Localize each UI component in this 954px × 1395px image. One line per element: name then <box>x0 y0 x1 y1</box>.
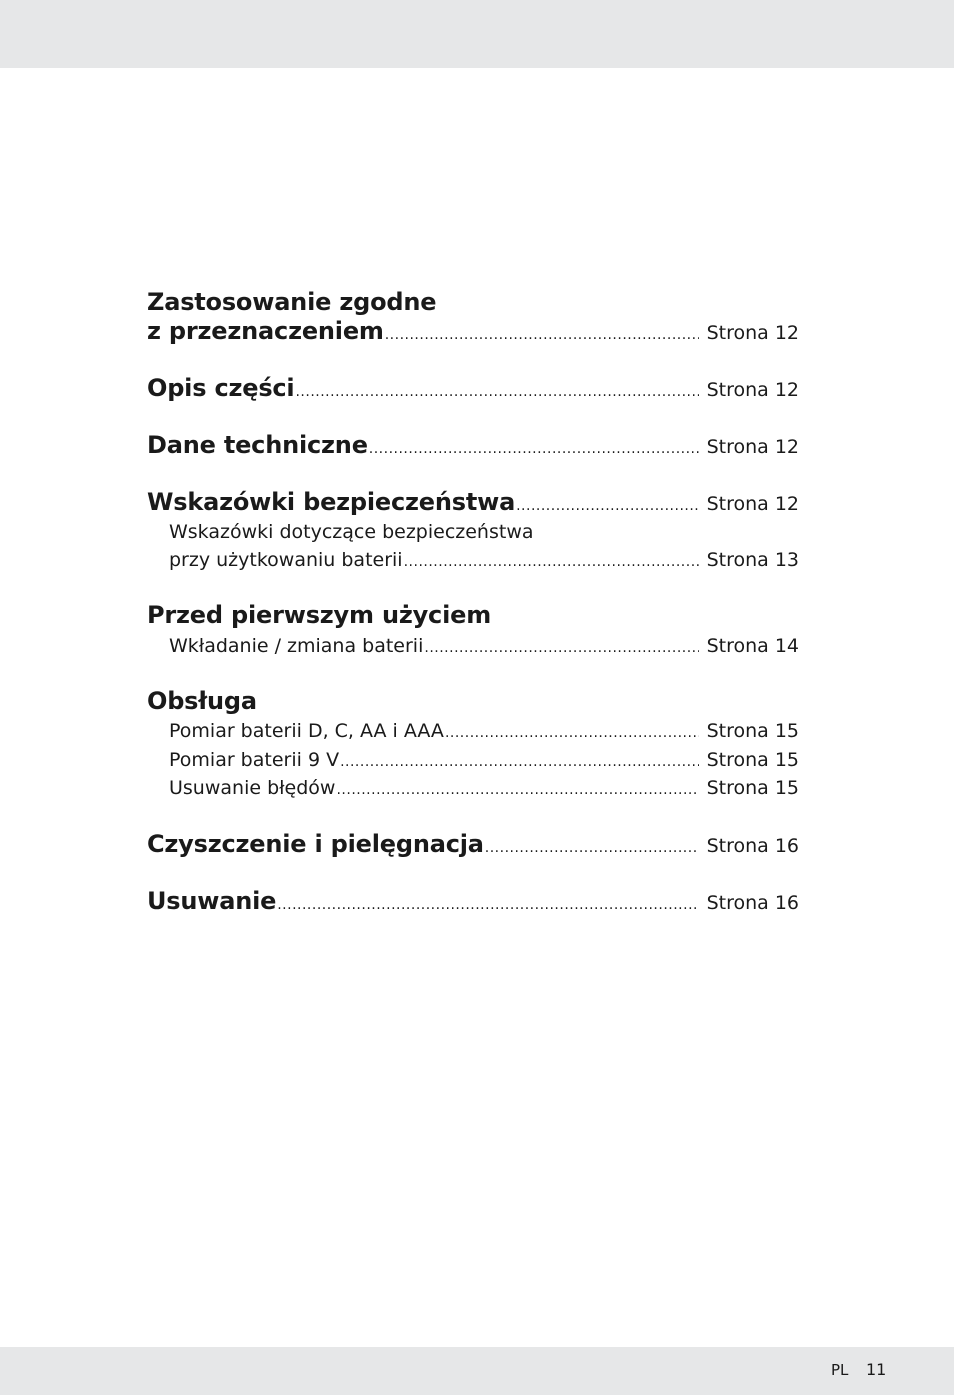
toc-subentry[interactable] <box>169 635 799 657</box>
toc-page-ref: Strona 12 <box>706 322 799 344</box>
toc-page-ref: Strona 13 <box>706 549 799 571</box>
toc-page-ref: Strona 16 <box>706 835 799 857</box>
dot-leader <box>516 498 698 514</box>
toc-page-ref: Strona 12 <box>706 436 799 458</box>
toc-entry[interactable] <box>147 317 799 345</box>
toc-page-ref: Strona 15 <box>706 749 799 771</box>
toc-subentry-label: Pomiar baterii 9 V <box>169 749 340 771</box>
top-band <box>0 0 954 68</box>
toc-entry[interactable] <box>147 887 799 915</box>
dot-leader <box>340 754 698 770</box>
toc-subentry[interactable] <box>169 720 799 742</box>
toc-entry[interactable] <box>147 488 799 516</box>
page-number: 11 <box>866 1360 887 1379</box>
toc-heading: Obsługa <box>147 687 257 715</box>
toc-heading: z przeznaczeniem <box>147 317 384 345</box>
toc-heading-line1: Zastosowanie zgodne <box>147 288 437 316</box>
toc-subentry-label: Wkładanie / zmiana baterii <box>169 635 424 657</box>
toc-subentry[interactable] <box>169 549 799 571</box>
bottom-band <box>0 1347 954 1395</box>
dot-leader <box>336 782 698 798</box>
toc-entry[interactable] <box>147 374 799 402</box>
toc-page-ref: Strona 15 <box>706 777 799 799</box>
dot-leader <box>277 897 698 913</box>
toc-heading: Opis części <box>147 374 295 402</box>
language-code: PL <box>831 1361 849 1379</box>
toc-page-ref: Strona 12 <box>706 493 799 515</box>
toc-entry[interactable] <box>147 431 799 459</box>
dot-leader <box>385 327 699 343</box>
dot-leader <box>424 640 698 656</box>
toc-heading: Czyszczenie i pielęgnacja <box>147 830 484 858</box>
dot-leader <box>485 840 699 856</box>
dot-leader <box>369 441 699 457</box>
toc-page-ref: Strona 16 <box>706 892 799 914</box>
toc-subentry[interactable] <box>169 777 799 799</box>
toc-page-ref: Strona 12 <box>706 379 799 401</box>
toc-heading: Wskazówki bezpieczeństwa <box>147 488 516 516</box>
toc-subentry-label: Pomiar baterii D, C, AA i AAA <box>169 720 444 742</box>
toc-heading: Usuwanie <box>147 887 277 915</box>
toc-subentry-label: Usuwanie błędów <box>169 777 336 799</box>
toc-heading: Przed pierwszym użyciem <box>147 601 491 629</box>
toc-subentry[interactable] <box>169 749 799 771</box>
dot-leader <box>404 554 699 570</box>
toc-entry[interactable] <box>147 830 799 858</box>
toc-page-ref: Strona 14 <box>706 635 799 657</box>
toc-subentry-line1: Wskazówki dotyczące bezpieczeństwa <box>169 521 534 543</box>
toc-heading: Dane techniczne <box>147 431 368 459</box>
toc-subentry-label: przy użytkowaniu baterii <box>169 549 403 571</box>
dot-leader <box>295 384 698 400</box>
dot-leader <box>445 725 699 741</box>
toc-page-ref: Strona 15 <box>706 720 799 742</box>
